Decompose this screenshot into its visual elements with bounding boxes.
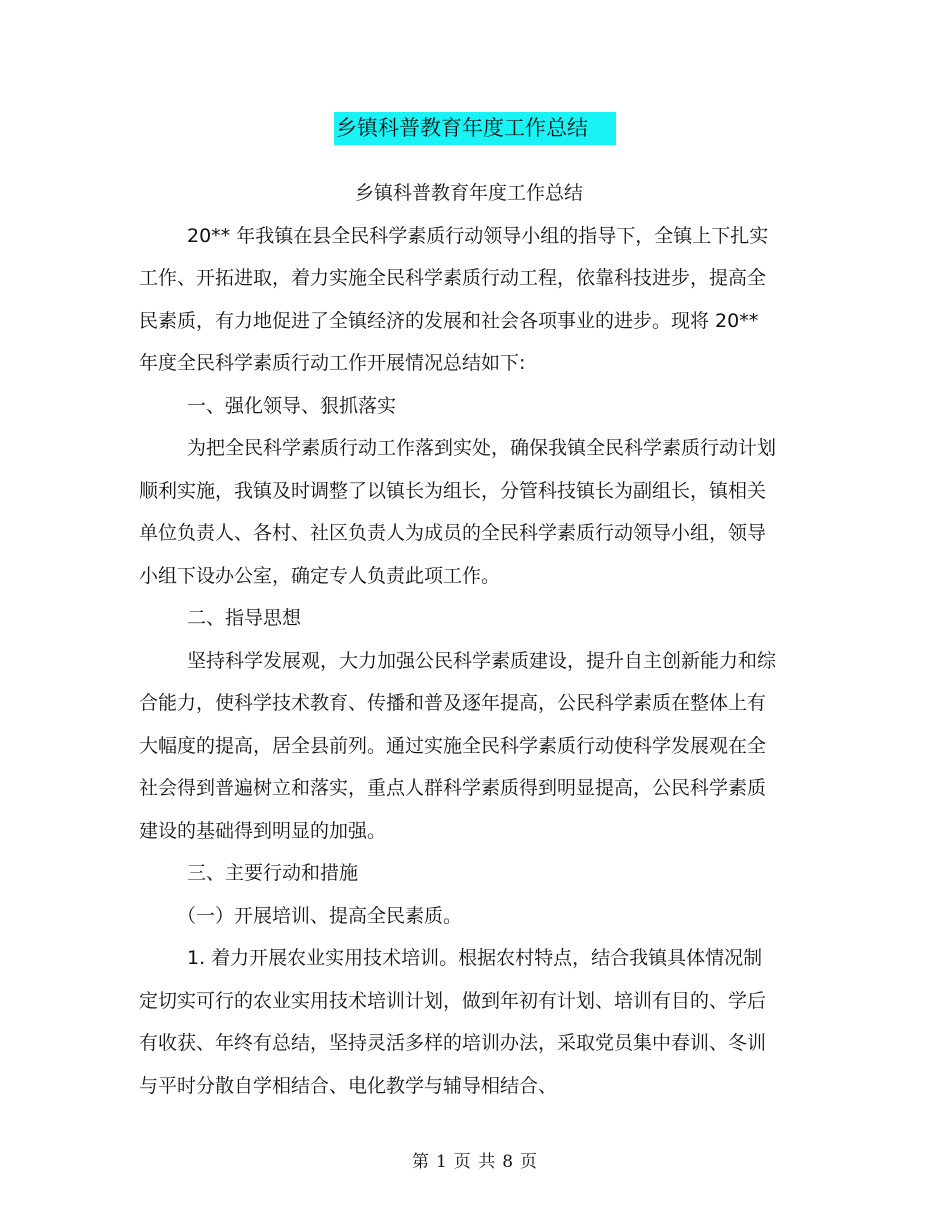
subsection-heading-1: （一）开展培训、提高全民素质。 (177, 904, 463, 927)
page-footer (0, 1150, 950, 1174)
section-heading-3: 三、主要行动和措施 (187, 862, 359, 884)
footer-prefix: 第 (411, 1152, 430, 1172)
document-title: 乡镇科普教育年度工作总结 (334, 112, 616, 145)
paragraph-leadership: 为把全民科学素质行动工作落到实处，确保我镇全民科学素质行动计划顺利实施，我镇及时调整了以镇长为组长，分管科技镇长为副组长，镇相关单位负责人、各村、社区负责人为成员的全民科学素质行动领导小组，领导小组下设办公室，确定专人负责此项工作。 (139, 437, 777, 587)
document-body (139, 172, 779, 1107)
footer-suffix: 页 (520, 1152, 539, 1172)
paragraph-guiding-thought: 坚持科学发展观，大力加强公民科学素质建设，提升自主创新能力和综合能力，使科学技术教育、传播和普及逐年提高，公民科学素质在整体上有大幅度的提高，居全县前列。通过实施全民科学素质行动使科学发展观在全社会得到普遍树立和落实，重点人群科学素质得到明显提高，公民科学素质建设的基础得到明显的加强。 (139, 649, 777, 842)
paragraph-intro: 20** 年我镇在县全民科学素质行动领导小组的指导下，全镇上下扎实工作、开拓进取，着力实施全民科学素质行动工程，依靠科技进步，提高全民素质，有力地促进了全镇经济的发展和社会各项事业的进步。现将 20** 年度全民科学素质行动工作开展情况总结如下: (139, 224, 769, 374)
document-subtitle: 乡镇科普教育年度工作总结 (354, 182, 583, 204)
title-row (0, 112, 950, 145)
footer-page-number: 1 (435, 1152, 448, 1172)
section-heading-2: 二、指导思想 (187, 607, 302, 629)
paragraph-training: 1. 着力开展农业实用技术培训。根据农村特点，结合我镇具体情况制定切实可行的农业实用技术培训计划，做到年初有计划、培训有目的、学后有收获、年终有总结，坚持灵活多样的培训办法，采取党员集中春训、冬训与平时分散自学相结合、电化教学与辅导相结合、 (139, 947, 767, 1097)
footer-total-pages: 8 (502, 1152, 515, 1172)
section-heading-1: 一、强化领导、狠抓落实 (187, 394, 397, 417)
footer-mid: 页 共 (453, 1152, 497, 1172)
